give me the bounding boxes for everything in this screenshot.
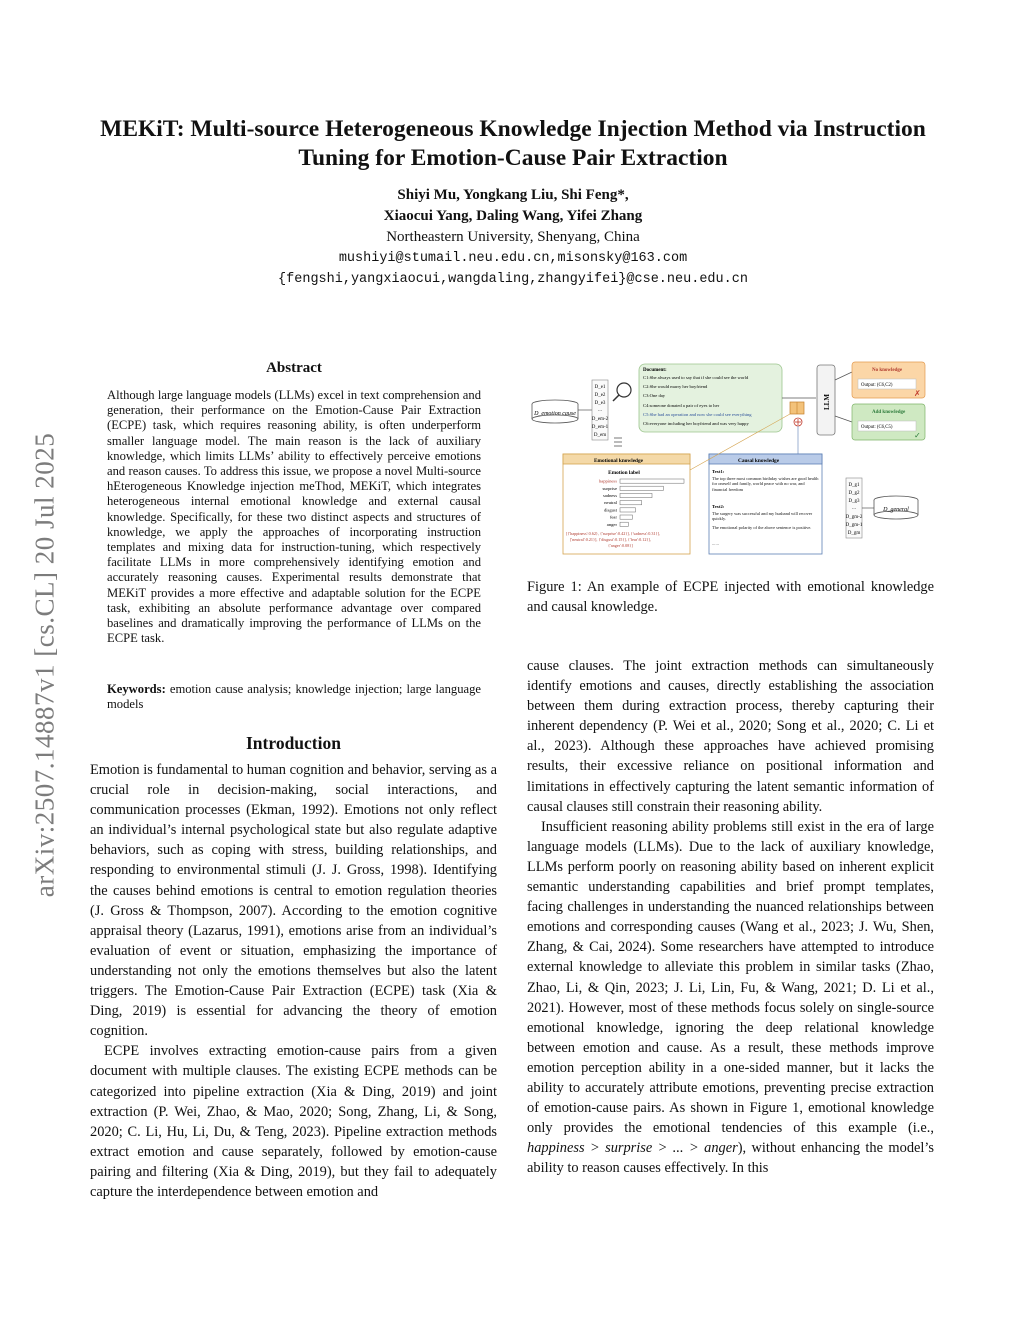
emotion-name-disgust: disgust xyxy=(603,507,617,513)
general-data-stack xyxy=(846,478,863,538)
clause-3: C3:One day xyxy=(643,393,666,398)
emotion-list-line-2: ['neutral':0.21}], {'disgust':0.15}], {'fear':0.12}], xyxy=(570,537,651,542)
affiliation: Northeastern University, Shenyang, China xyxy=(386,229,640,245)
title-line-2: Tuning for Emotion-Cause Pair Extraction xyxy=(298,145,728,171)
author-block xyxy=(80,185,946,290)
stack-right-5: D_gm-1 xyxy=(845,523,863,528)
stack-left-2: D_e3 xyxy=(594,401,606,406)
arxiv-identifier xyxy=(30,380,60,950)
stack-left-1: D_e2 xyxy=(594,393,606,398)
intro-paragraph-4-tail: ), without enhancing the model’s ability to reason causes effectively. In this xyxy=(527,1140,934,1177)
keywords xyxy=(107,682,481,712)
no-knowledge-label: No knowledge xyxy=(872,368,903,373)
email-line-1: mushiyi@stumail.neu.edu.cn,misonsky@163.com xyxy=(338,251,688,266)
d-emotion-cause-label: D_emotion cause xyxy=(534,411,576,417)
paper-title xyxy=(80,115,946,173)
no-knowledge-box xyxy=(852,362,925,398)
emotion-bar-disgust xyxy=(620,508,635,512)
intro-emotion-order-example: happiness > surprise > ... > anger xyxy=(527,1140,738,1157)
abstract-text: Although large language models (LLMs) excel in text comprehension and generation, their performance on the Emotion-Cause Pair Extraction (ECPE) task, which requires reasoning ability, is often underperform smaller language model. The main reason is the lack of auxiliary knowledge, which limits LLMs’ ability to effectively perceive emotions and reason causes. To address this issue, we propose a novel Multi-source hEterogeneous Knowledge injection meThod, MEKiT, which integrates heterogeneous internal emotional knowledge and external causal knowledge. Specifically, for these two distinct aspects and structures of knowledge, we apply the approaches of incorporating instruction templates and mixing data for instruction-tuning, which respectively facilitate LLMs in more comprehensively identifying emotion and accurately reasoning causes. Experimental results demonstrate that MEKiT provides a more effective and adaptable solution for the ECPE task, exhibiting an absolute performance advantage over compared baselines and dramatically improving the performance of LLMs on the ECPE task. xyxy=(107,388,481,646)
keywords-label: Keywords: xyxy=(107,682,166,696)
text1-label: Text1: xyxy=(712,469,725,474)
clause-4: C4:someone donated a pair of eyes to her xyxy=(643,403,720,408)
emotional-knowledge-header: Emotional knowledge xyxy=(594,458,644,464)
causal-ellipsis: ...... xyxy=(712,541,719,546)
stack-left-6: D_em xyxy=(593,433,607,438)
intro-example-prefix: (i.e., xyxy=(908,1120,934,1137)
check-icon: ✓ xyxy=(914,431,921,440)
causal-knowledge-box xyxy=(709,454,822,554)
emotion-name-neutral: neutral xyxy=(604,500,617,506)
d-emotion-cause-db-icon xyxy=(532,400,578,423)
clause-5: C5:She had an operation and now she could see everything xyxy=(643,412,752,417)
abstract-heading: Abstract xyxy=(266,360,322,376)
introduction-heading: Introduction xyxy=(246,733,341,753)
emotion-name-surprise: surprise xyxy=(602,485,617,491)
text2-body: The surgery was successful and my husband will recover quickly. xyxy=(712,511,813,522)
add-knowledge-box xyxy=(852,404,925,440)
emotion-bar-fear xyxy=(620,515,632,519)
figure-1-caption: Figure 1: An example of ECPE injected with emotional knowledge and causal knowledge. xyxy=(527,579,934,615)
figure-1 xyxy=(528,358,934,558)
stack-right-1: D_g2 xyxy=(848,491,860,496)
stack-right-0: D_g1 xyxy=(848,483,860,488)
title-line-1: MEKiT: Multi-source Heterogeneous Knowledge Injection Method via Instruction xyxy=(100,116,926,142)
emotion-bar-neutral xyxy=(620,501,642,505)
d-general-label: D_general xyxy=(883,507,909,513)
llm-label: LLM xyxy=(823,394,831,410)
email-line-2: {fengshi,yangxiaocui,wangdaling,zhangyifei}@cse.neu.edu.cn xyxy=(278,272,748,287)
left-column xyxy=(90,760,497,1202)
text1-body: The top three most common birthday wishes are good health for oneself and family, world peace with no war, and financial freedom xyxy=(712,476,819,492)
emotion-bar-anger xyxy=(620,522,628,526)
keywords-text: emotion cause analysis; knowledge injection; large language models xyxy=(107,682,481,712)
causal-knowledge-header: Causal knowledge xyxy=(738,458,780,464)
authors-line-1: Shiyi Mu, Yongkang Liu, Shi Feng*, xyxy=(397,187,629,203)
emotion-bar-surprise xyxy=(620,486,663,490)
document-box xyxy=(639,364,782,432)
d-general-db-icon xyxy=(874,496,918,519)
knowledge-injection-icon xyxy=(790,402,804,426)
intro-paragraph-1: Emotion is fundamental to human cognition and behavior, serving as a crucial role in decision-making, social interactions, and communication processes (Ekman, 1992). Emotions not only reflect an individual’s internal psychological state but also regulate adaptive behaviors, such as coping with stress, building relationships, and responding to environmental stimuli (J. J. Gross, 1998). Identifying the causes behind emotions is central to emotion regulation theories (J. Gross & Thompson, 2007). According to the emotion cognitive appraisal theory (Lazarus, 1991), emotions arise from an individual’s evaluation of event or situation, emphasizing the importance of understanding not only the emotions themselves but also the latent triggers. The Emotion-Cause Pair Extraction (ECPE) task (Xia & Ding, 2019) is essential for advancing the theory of emotion cognition. xyxy=(90,762,497,1040)
clause-6: C6:everyone including her boyfriend and was very happy xyxy=(643,421,749,426)
add-knowledge-label: Add knowledge xyxy=(872,410,906,415)
cross-icon: ✗ xyxy=(914,389,921,398)
stack-left-5: D_em-1 xyxy=(591,425,609,430)
emotion-bar-sadness xyxy=(620,493,652,497)
right-column xyxy=(527,656,934,1178)
emotion-bar-happiness xyxy=(620,479,684,483)
text2-label: Text2: xyxy=(712,504,725,509)
emotion-list-line-1: [{'happiness':0.62}, {'surprise':0.42}], {'sadness':0.31}], xyxy=(566,531,661,536)
document-label: Document: xyxy=(643,368,667,373)
stack-left-0: D_e1 xyxy=(594,385,606,390)
emotion-name-anger: anger xyxy=(606,521,617,527)
stack-right-3: ... xyxy=(852,506,856,511)
emotion-name-fear: fear xyxy=(609,514,617,520)
stack-right-6: D_gm xyxy=(847,531,861,536)
emotion-name-sadness: sadness xyxy=(602,493,617,498)
stack-right-4: D_gm-2 xyxy=(845,515,863,520)
intro-paragraph-4 xyxy=(527,817,934,1179)
emotional-knowledge-box xyxy=(563,454,690,554)
intro-paragraph-3: cause clauses. The joint extraction methods can simultaneously identify emotions and causes, directly establishing the association between them during extraction process, thereby capturing their inherent dependency (P. Wei et al., 2020; Song et al., 2020; C. Li et al., 2023). Although these approaches have achieved promising results, their excessive reliance on positional information and limitations in effectively capturing the latent semantic information of causal clauses still constrain their reasoning ability. xyxy=(527,658,934,815)
arxiv-identifier-text: arXiv:2507.14887v1 [cs.CL] 20 Jul 2025 xyxy=(29,432,60,898)
stack-left-4: D_em-2 xyxy=(591,417,609,422)
intro-paragraph-4-text: Insufficient reasoning ability problems still exist in the era of large language models (LLMs). Due to the lack of auxiliary knowledge, LLMs perform poorly on reasoning ability based on inherent explicit semantic understanding capabilities and brief prompt templates, facing challenges in understanding the nuanced relationships between emotions and corresponding causes (Wang et al., 2023; J. Wu, Shen, Zhang, & Cai, 2024). Some researchers have attempted to introduce external knowledge to alleviate this problem in similar tasks (Zhao, Zhao, Li, & Qin, 2023; J. Li, Lin, Fu, & Wang, 2021; D. Li et al., 2021). However, most of these methods focus solely on single-source emotional knowledge, ignoring the deep relational knowledge between emotion and cause. As a result, these methods improve emotion perception ability in a one-sided manner, but it lacks the ability to accurately attribute emotions, preventing precise extraction of emotion-cause pairs. As shown in Figure 1, emotional knowledge only provides the emotional tendencies of this example xyxy=(527,818,934,1137)
emotion-data-stack xyxy=(592,380,609,440)
list-icon xyxy=(614,438,622,446)
clause-2: C2:She would marry her boyfriend xyxy=(643,384,708,389)
authors-line-2: Xiaocui Yang, Daling Wang, Yifei Zhang xyxy=(383,208,643,224)
emotion-label-heading: Emotion label xyxy=(608,470,640,476)
llm-box xyxy=(817,365,835,435)
clause-1: C1:She always used to say that if she could see the world xyxy=(643,375,749,380)
intro-paragraph-2: ECPE involves extracting emotion-cause pairs from a given document with multiple clauses. The existing ECPE methods can be categorized into pipeline extraction (Xia & Ding, 2019) and joint extraction (P. Wei, Zhao, & Mao, 2020; Song, Zhang, Li, & Song, 2020; C. Li, Hu, Li, Du, & Teng, 2023). Pipeline extraction methods extract emotion and cause separately, followed by emotion-cause pairing and filtering (Xia & Ding, 2019), but they fail to adequately capture the interdependence between emotion and xyxy=(90,1043,497,1200)
text2-polarity: The emotional polarity of the above sentence is positive. xyxy=(712,525,812,530)
emotion-list-line-3: {'anger':0.08}] xyxy=(608,543,633,548)
no-knowledge-output: Output: (C6,C2) xyxy=(861,383,893,388)
magnifier-icon xyxy=(613,383,631,401)
stack-left-3: ... xyxy=(598,408,602,413)
emotion-name-happiness: happiness xyxy=(598,478,617,484)
stack-right-2: D_g3 xyxy=(848,499,860,504)
add-knowledge-output: Output: (C6,C5) xyxy=(861,425,893,430)
